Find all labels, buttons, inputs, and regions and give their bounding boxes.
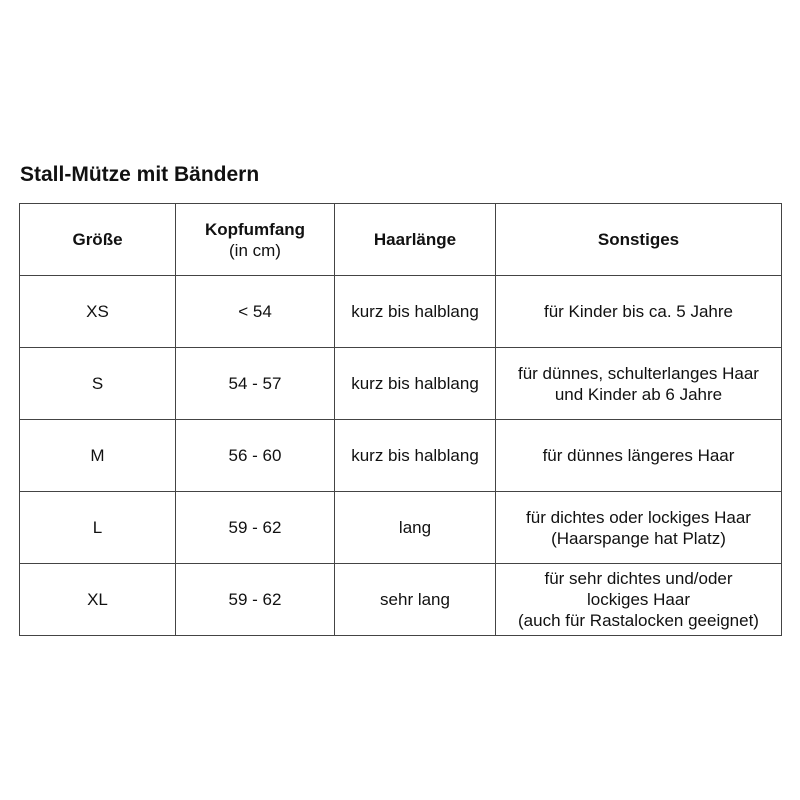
table-header-row bbox=[20, 204, 782, 276]
cell-circumference: 54 - 57 bbox=[176, 348, 335, 420]
cell-hair-length: kurz bis halblang bbox=[335, 348, 496, 420]
cell-size: XS bbox=[20, 276, 176, 348]
note-line: (Haarspange hat Platz) bbox=[551, 528, 726, 548]
cell-circumference: 59 - 62 bbox=[176, 564, 335, 636]
cell-notes bbox=[496, 492, 782, 564]
cell-size: M bbox=[20, 420, 176, 492]
table-row bbox=[20, 276, 782, 348]
note-line: lockiges Haar bbox=[587, 590, 690, 609]
cell-notes bbox=[496, 348, 782, 420]
cell-size: S bbox=[20, 348, 176, 420]
note-line: und Kinder ab 6 Jahre bbox=[554, 384, 723, 404]
cell-circumference: 56 - 60 bbox=[176, 420, 335, 492]
header-head-circumference-unit: (in cm) bbox=[229, 240, 281, 260]
page-title: Stall-Mütze mit Bändern bbox=[20, 163, 260, 186]
header-hair-length-label: Haarlänge bbox=[373, 230, 457, 249]
cell-notes bbox=[496, 420, 782, 492]
header-other bbox=[496, 204, 782, 276]
cell-notes bbox=[496, 276, 782, 348]
note-line: (auch für Rastalocken geeignet) bbox=[518, 611, 759, 630]
table-row bbox=[20, 564, 782, 636]
note-line: für dünnes längeres Haar bbox=[542, 446, 735, 465]
note-line: für dünnes, schulterlanges Haar bbox=[518, 363, 759, 383]
cell-circumference: 59 - 62 bbox=[176, 492, 335, 564]
cell-hair-length: lang bbox=[335, 492, 496, 564]
cell-size: XL bbox=[20, 564, 176, 636]
header-head-circumference-label: Kopfumfang bbox=[204, 219, 306, 239]
size-table bbox=[19, 203, 782, 636]
cell-circumference: < 54 bbox=[176, 276, 335, 348]
cell-notes bbox=[496, 564, 782, 636]
cell-size: L bbox=[20, 492, 176, 564]
table-row bbox=[20, 348, 782, 420]
header-size bbox=[20, 204, 176, 276]
cell-hair-length: kurz bis halblang bbox=[335, 276, 496, 348]
table-row bbox=[20, 420, 782, 492]
note-line: für sehr dichtes und/oder bbox=[544, 569, 733, 588]
note-line: für Kinder bis ca. 5 Jahre bbox=[544, 302, 733, 321]
header-head-circumference bbox=[176, 204, 335, 276]
header-other-label: Sonstiges bbox=[597, 230, 680, 249]
table-row bbox=[20, 492, 782, 564]
cell-hair-length: kurz bis halblang bbox=[335, 420, 496, 492]
header-size-label: Größe bbox=[72, 230, 123, 249]
cell-hair-length: sehr lang bbox=[335, 564, 496, 636]
header-hair-length bbox=[335, 204, 496, 276]
note-line: für dichtes oder lockiges Haar bbox=[526, 507, 751, 527]
